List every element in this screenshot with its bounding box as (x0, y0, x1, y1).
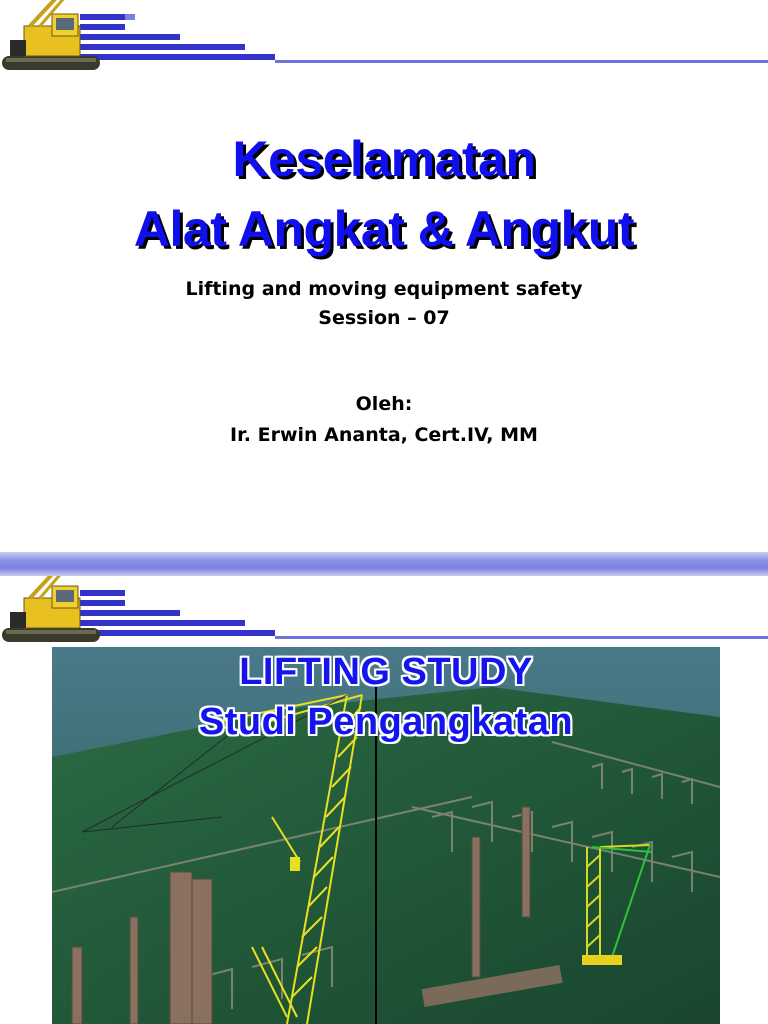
slide-divider (0, 552, 768, 576)
author-name: Ir. Erwin Ananta, Cert.IV, MM (230, 424, 538, 446)
author-label: Oleh: (355, 393, 413, 415)
lifting-study-title: LIFTING STUDY (239, 651, 533, 693)
session-number: Session – 07 (318, 307, 450, 329)
slide-header (0, 0, 768, 70)
lifting-study-slide (0, 576, 768, 1024)
slide-header (0, 576, 768, 646)
lifting-study-subtitle: Studi Pengangkatan (198, 701, 574, 743)
crawler-crane-icon (0, 576, 110, 648)
subtitle-english: Lifting and moving equipment safety (185, 278, 583, 300)
crawler-crane-icon (0, 0, 110, 76)
title-line-2: Alat Angkat & Angkut (133, 201, 635, 257)
title-line-1: Keselamatan (232, 131, 536, 187)
lifting-study-illustration (52, 647, 720, 1024)
